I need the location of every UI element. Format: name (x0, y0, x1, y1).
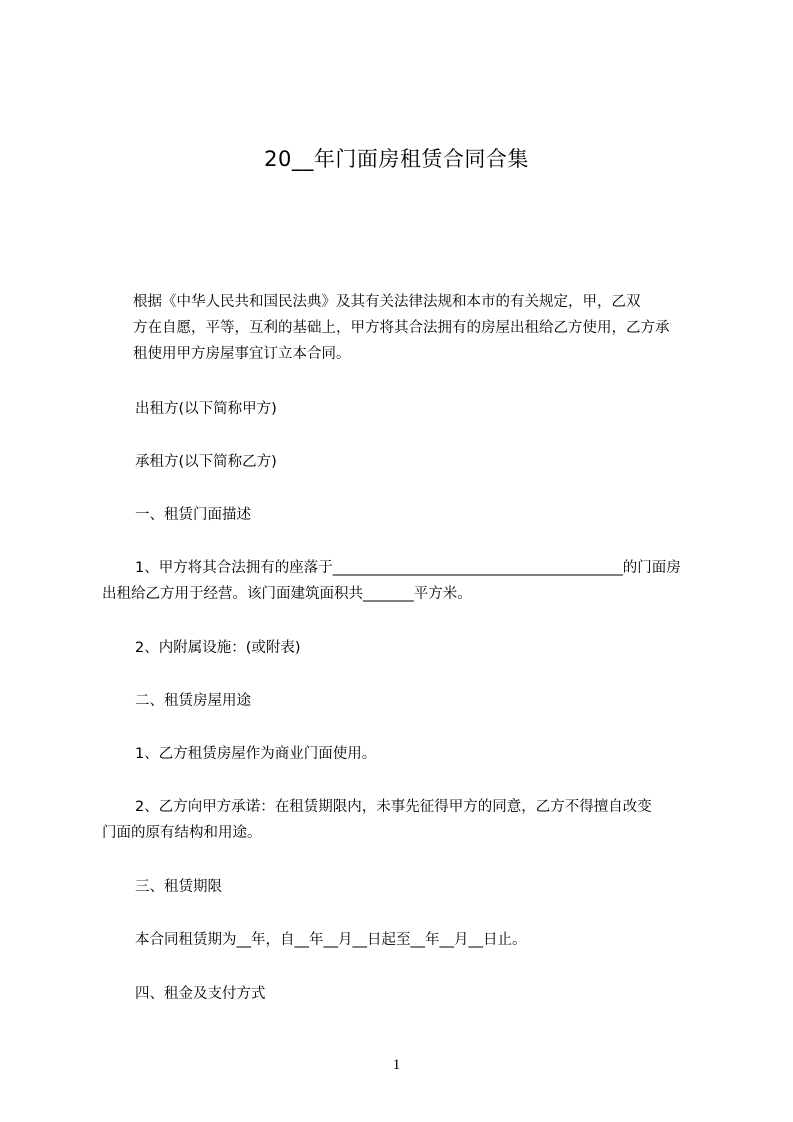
section-1-item-1-line-2: 出租给乙方用于经营。该门面建筑面积共_______平方米。 (102, 586, 472, 602)
section-1-item-1-line-1: 1、甲方将其合法拥有的座落于________________________________________的门面房 (135, 560, 681, 576)
section-2-item-2-line-1: 2、乙方向甲方承诺：在租赁期限内，未事先征得甲方的同意，乙方不得擅自改变 (135, 799, 652, 815)
document-title: 20__年门面房租赁合同合集 (264, 147, 529, 171)
section-1-item-2: 2、内附属设施：(或附表) (135, 640, 301, 656)
intro-line-1: 根据《中华人民共和国民法典》及其有关法律法规和本市的有关规定，甲，乙双 (133, 294, 641, 310)
section-1-item-1 (102, 555, 710, 607)
section-2-heading: 二、租赁房屋用途 (135, 693, 251, 709)
section-2-item-1: 1、乙方租赁房屋作为商业门面使用。 (135, 746, 377, 762)
section-2-item-2-line-2: 门面的原有结构和用途。 (102, 825, 262, 841)
lessee-line: 承租方(以下简称乙方) (135, 454, 277, 470)
section-2-item-2 (102, 794, 710, 846)
section-1-heading: 一、租赁门面描述 (135, 507, 251, 523)
section-3-term: 本合同租赁期为__年，自__年__月__日起至__年__月__日止。 (135, 932, 527, 948)
intro-line-3: 租使用甲方房屋事宜订立本合同。 (133, 346, 351, 362)
lessor-line: 出租方(以下简称甲方) (135, 401, 277, 417)
intro-paragraph (135, 289, 710, 367)
section-4-heading: 四、租金及支付方式 (135, 986, 266, 1002)
section-3-heading: 三、租赁期限 (135, 879, 222, 895)
intro-line-2: 方在自愿，平等，互利的基础上，甲方将其合法拥有的房屋出租给乙方使用，乙方承 (133, 320, 670, 336)
page-number: 1 (392, 1057, 401, 1073)
